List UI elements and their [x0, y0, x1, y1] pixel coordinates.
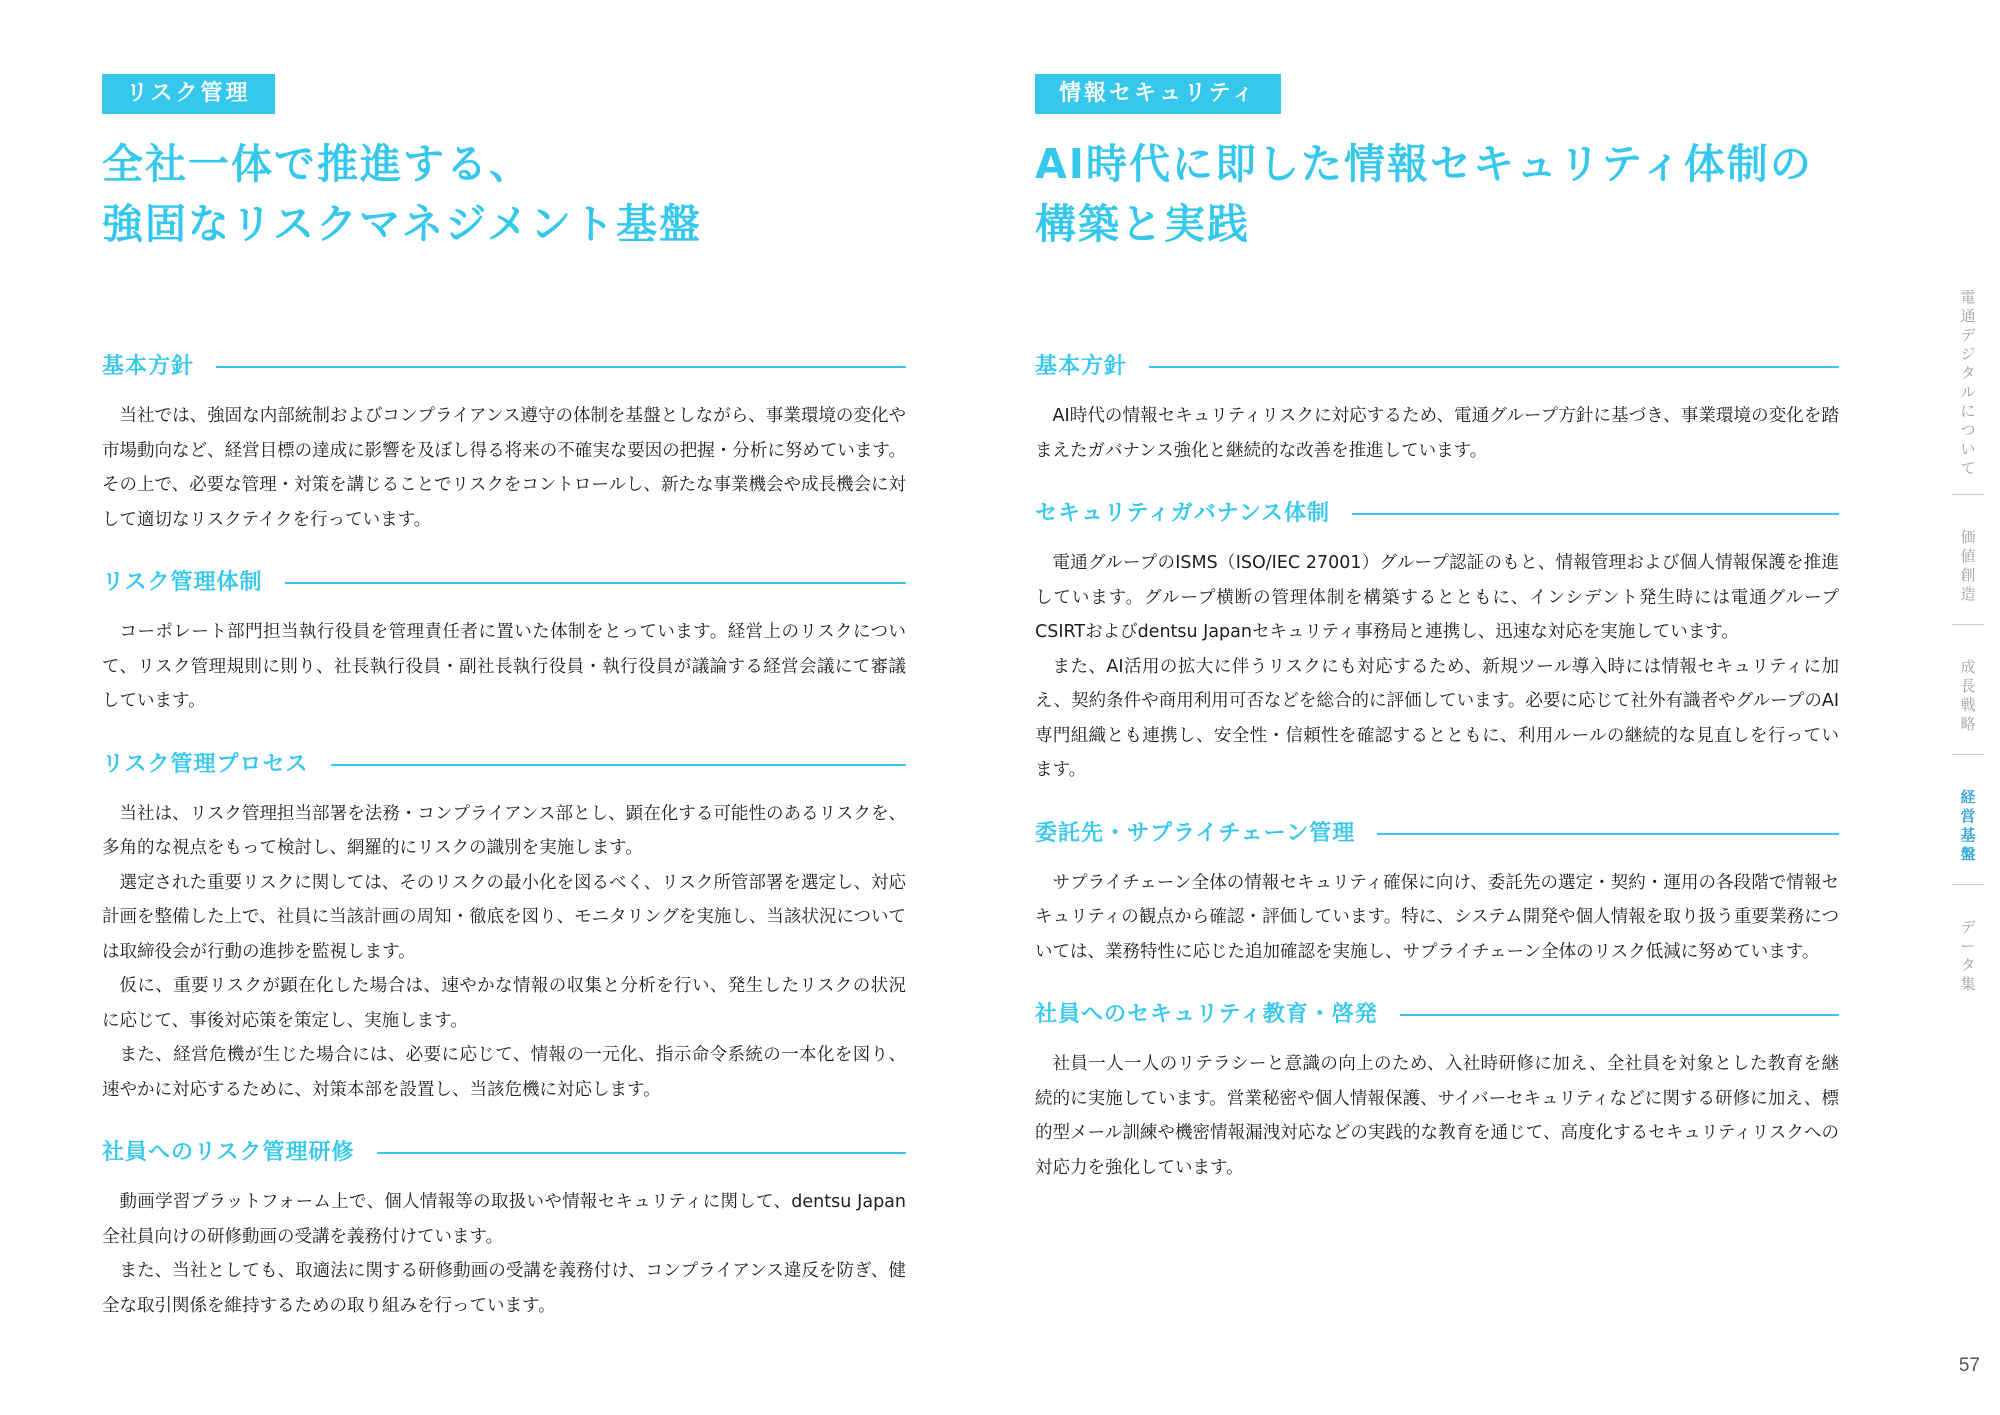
heading-rule	[1035, 366, 1839, 368]
paragraph: AI時代の情報セキュリティリスクに対応するため、電通グループ方針に基づき、事業環境の変化を踏まえたガバナンス強化と継続的な改善を推進しています。	[1035, 406, 1839, 461]
heading-rule	[102, 366, 906, 368]
section-title: リスク管理体制	[102, 561, 285, 605]
paragraph: 仮に、重要リスクが顕在化した場合は、速やかな情報の収集と分析を行い、発生したリスクの状況に応じて、事後対応策を策定し、実施します。	[102, 976, 906, 1031]
section-heading	[1035, 345, 1839, 389]
section-title: 基本方針	[102, 345, 216, 389]
category-tag-risk: リスク管理	[102, 74, 275, 114]
paragraph: また、当社としても、取適法に関する研修動画の受講を義務付け、コンプライアンス違反を防ぎ、健全な取引関係を維持するための取り組みを行っています。	[102, 1261, 906, 1316]
section-title: 社員へのリスク管理研修	[102, 1131, 377, 1175]
section-body	[102, 399, 906, 537]
section-heading	[1035, 993, 1839, 1037]
paragraph: 社員一人一人のリテラシーと意識の向上のため、入社時研修に加え、全社員を対象とした教育を継続的に実施しています。営業秘密や個人情報保護、サイバーセキュリティなどに関する研修に加え、標的型メール訓練や機密情報漏洩対応などの実践的な教育を通じて、高度化するセキュリティリスクへの対応力を強化しています。	[1035, 1054, 1839, 1178]
page-headline-risk	[102, 134, 702, 254]
section-title: 基本方針	[1035, 345, 1149, 389]
paragraph: 選定された重要リスクに関しては、そのリスクの最小化を図るべく、リスク所管部署を選定し、対応計画を整備した上で、社員に当該計画の周知・徹底を図り、モニタリングを実施し、当該状況については取締役会が行動の進捗を監視します。	[102, 872, 906, 962]
section-heading	[102, 345, 906, 389]
side-index-nav	[1946, 288, 1990, 998]
section-supply-chain	[1035, 812, 1839, 970]
paragraph: サプライチェーン全体の情報セキュリティ確保に向け、委託先の選定・契約・運用の各段階で情報セキュリティの観点から確認・評価しています。特に、システム開発や個人情報を取り扱う重要業務については、業務特性に応じた追加確認を実施し、サプライチェーン全体のリスク低減に努めています。	[1035, 872, 1839, 962]
section-security-governance	[1035, 492, 1839, 788]
section-security-education	[1035, 993, 1839, 1185]
section-heading	[102, 561, 906, 605]
headline-line: 強固なリスクマネジメント基盤	[102, 200, 702, 248]
section-body	[102, 615, 906, 719]
headline-line: AI時代に即した情報セキュリティ体制の	[1035, 140, 1813, 188]
section-heading	[1035, 812, 1839, 856]
headline-line: 構築と実践	[1035, 200, 1250, 248]
section-body	[102, 1185, 906, 1323]
paragraph: コーポレート部門担当執行役員を管理責任者に置いた体制をとっています。経営上のリスクについて、リスク管理規則に則り、社長執行役員・副社長執行役員・執行役員が議論する経営会議にて審議しています。	[102, 622, 906, 711]
section-body	[1035, 546, 1839, 788]
section-heading	[1035, 492, 1839, 536]
section-heading	[102, 743, 906, 787]
paragraph: 当社では、強固な内部統制およびコンプライアンス遵守の体制を基盤としながら、事業環境の変化や市場動向など、経営目標の達成に影響を及ぼし得る将来の不確実な要因の把握・分析に努めています。その上で、必要な管理・対策を講じることでリスクをコントロールし、新たな事業機会や成長機会に対して適切なリスクテイクを行っています。	[102, 406, 906, 530]
paragraph: 電通グループのISMS（ISO/IEC 27001）グループ認証のもと、情報管理および個人情報保護を推進しています。グループ横断の管理体制を構築するとともに、インシデント発生時には電通グループCSIRTおよびdentsu Japanセキュリティ事務局と連携し、迅速な対応を実施しています。	[1035, 553, 1839, 642]
nav-item-value-creation[interactable]: 価 値 創 造	[1960, 528, 1976, 603]
page-number: 57	[1958, 1355, 1980, 1376]
risk-sections	[102, 345, 906, 1347]
section-body	[1035, 866, 1839, 970]
infosec-sections	[1035, 345, 1839, 1209]
nav-divider	[1952, 884, 1984, 885]
nav-divider	[1952, 494, 1984, 495]
section-heading	[102, 1131, 906, 1175]
section-basic-policy	[1035, 345, 1839, 468]
section-body	[102, 797, 906, 1108]
nav-item-data[interactable]: デ ー タ 集	[1960, 918, 1976, 993]
paragraph: また、経営危機が生じた場合には、必要に応じて、情報の一元化、指示命令系統の一本化を図り、速やかに対応するために、対策本部を設置し、当該危機に対応します。	[102, 1045, 906, 1100]
paragraph: 動画学習プラットフォーム上で、個人情報等の取扱いや情報セキュリティに関して、dentsu Japan全社員向けの研修動画の受講を義務付けています。	[102, 1192, 906, 1247]
page-headline-infosec	[1035, 134, 1813, 254]
section-risk-process	[102, 743, 906, 1108]
nav-item-management-foundation[interactable]: 経 営 基 盤	[1960, 788, 1976, 863]
nav-item-growth-strategy[interactable]: 成 長 戦 略	[1960, 658, 1976, 733]
paragraph: 当社は、リスク管理担当部署を法務・コンプライアンス部とし、顕在化する可能性のあるリスクを、多角的な視点をもって検討し、網羅的にリスクの識別を実施します。	[102, 803, 906, 858]
nav-item-about[interactable]: 電 通 デ ジ タ ル に つ い て	[1960, 288, 1976, 477]
paragraph: また、AI活用の拡大に伴うリスクにも対応するため、新規ツール導入時には情報セキュリティに加え、契約条件や商用利用可否などを総合的に評価しています。必要に応じて社外有識者やグループのAI専門組織とも連携し、安全性・信頼性を確認するとともに、利用ルールの継続的な見直しを行っています。	[1035, 656, 1839, 780]
section-title: リスク管理プロセス	[102, 743, 331, 787]
section-title: 委託先・サプライチェーン管理	[1035, 812, 1377, 856]
section-title: 社員へのセキュリティ教育・啓発	[1035, 993, 1400, 1037]
nav-divider	[1952, 624, 1984, 625]
section-body	[1035, 1047, 1839, 1185]
section-risk-training	[102, 1131, 906, 1323]
section-title: セキュリティガバナンス体制	[1035, 492, 1352, 536]
nav-divider	[1952, 754, 1984, 755]
section-body	[1035, 399, 1839, 468]
section-risk-structure	[102, 561, 906, 719]
section-basic-policy	[102, 345, 906, 537]
headline-line: 全社一体で推進する、	[102, 140, 532, 188]
category-tag-infosec: 情報セキュリティ	[1035, 74, 1281, 114]
